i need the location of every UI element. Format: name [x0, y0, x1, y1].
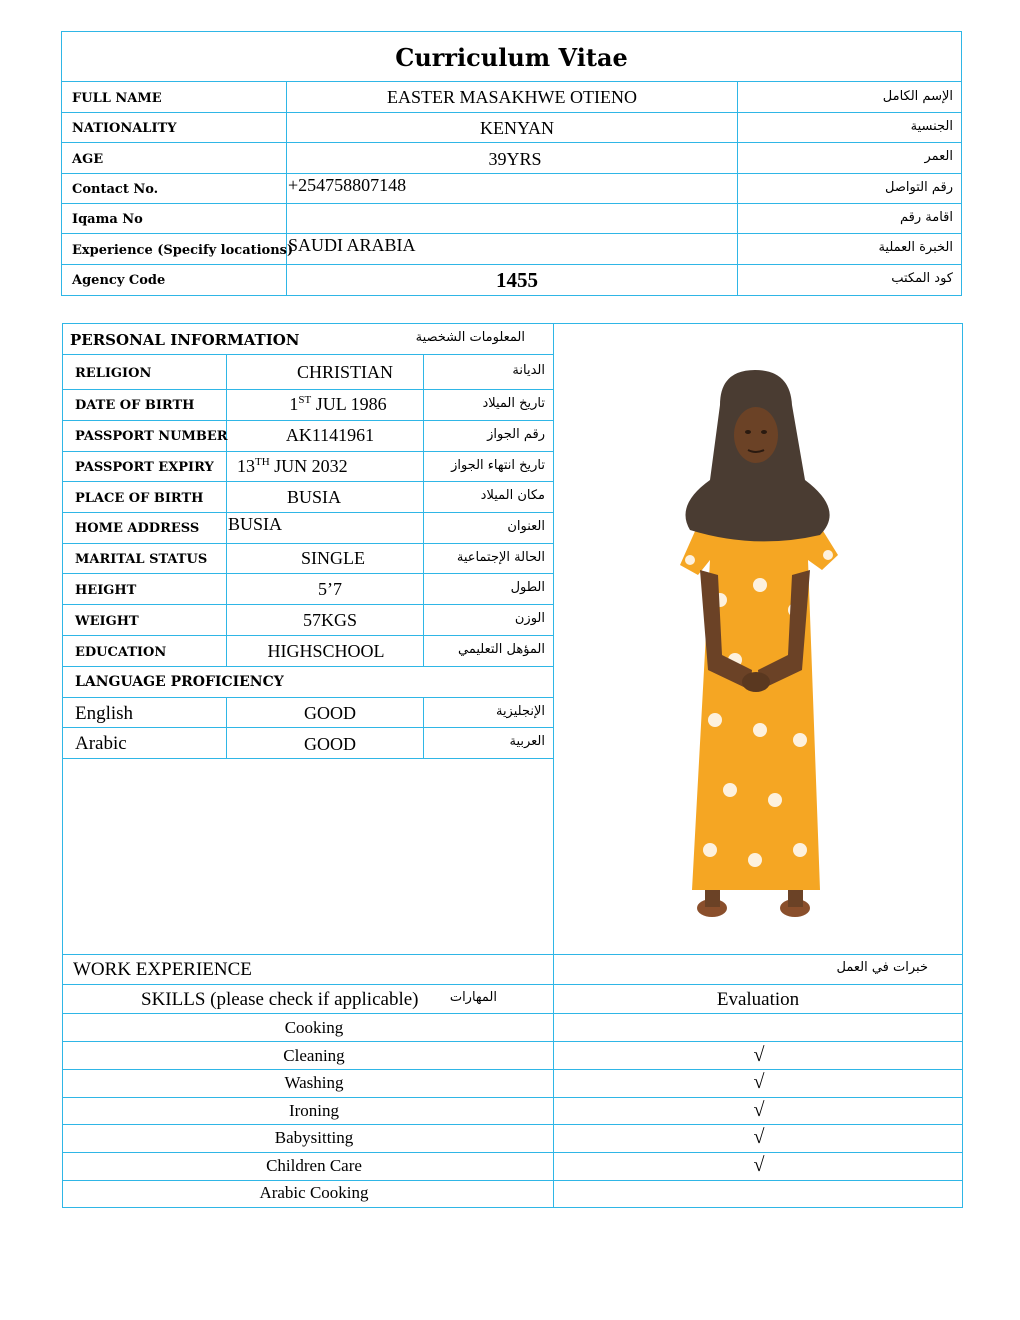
- education-value: HIGHSCHOOL: [267, 641, 385, 661]
- divider: [62, 1013, 963, 1014]
- skill-cleaning-check: √: [753, 1044, 765, 1066]
- height-value: 5’7: [318, 579, 342, 599]
- weight-value: 57KGS: [302, 610, 357, 630]
- place-of-birth-label: PLACE OF BIRTH: [75, 491, 204, 506]
- marital-status-label: MARITAL STATUS: [75, 552, 208, 567]
- skill-cleaning: Cleaning: [283, 1046, 345, 1065]
- divider: [61, 81, 962, 82]
- divider: [62, 1180, 963, 1181]
- skills-header-arabic: المهارات: [449, 990, 497, 1005]
- divider: [61, 203, 962, 204]
- divider: [61, 233, 962, 234]
- passport-number-label: PASSPORT NUMBER: [75, 429, 228, 444]
- education-label: EDUCATION: [75, 645, 167, 660]
- agency-code-label: Agency Code: [72, 273, 166, 288]
- divider: [62, 954, 963, 955]
- arabic-value: GOOD: [304, 734, 356, 754]
- nationality-value: KENYAN: [480, 118, 554, 138]
- divider: [62, 481, 554, 482]
- arabic-arabic: العربية: [509, 734, 545, 749]
- nationality-label: NATIONALITY: [72, 121, 177, 136]
- divider: [62, 389, 554, 390]
- divider: [62, 1069, 963, 1070]
- evaluation-header: Evaluation: [716, 989, 800, 1010]
- divider: [61, 264, 962, 265]
- weight-label: WEIGHT: [75, 614, 139, 629]
- divider: [61, 173, 962, 174]
- religion-label: RELIGION: [75, 366, 152, 381]
- place-of-birth-value: BUSIA: [286, 487, 341, 507]
- divider: [62, 354, 554, 355]
- passport-expiry-label: PASSPORT EXPIRY: [75, 460, 214, 475]
- divider: [737, 81, 738, 295]
- passport-number-value: AK1141961: [285, 425, 375, 445]
- skill-children-care: Children Care: [266, 1156, 362, 1175]
- divider: [62, 1124, 963, 1125]
- marital-status-value: SINGLE: [301, 548, 365, 568]
- page-title: Curriculum Vitae: [395, 43, 628, 72]
- divider: [62, 984, 963, 985]
- work-experience-heading: WORK EXPERIENCE: [73, 959, 252, 980]
- skills-header: SKILLS (please check if applicable): [141, 989, 419, 1010]
- divider: [62, 604, 554, 605]
- divider: [62, 758, 554, 759]
- english-label: English: [75, 703, 134, 724]
- dob-label: DATE OF BIRTH: [75, 398, 195, 413]
- home-address-arabic: العنوان: [507, 519, 545, 534]
- applicant-photo: [660, 370, 860, 920]
- contact-label: Contact No.: [72, 182, 159, 197]
- height-label: HEIGHT: [75, 583, 137, 598]
- divider: [61, 112, 962, 113]
- contact-arabic: رقم التواصل: [885, 180, 953, 195]
- agency-code-value: 1455: [496, 268, 538, 292]
- marital-status-arabic: الحالة الإجتماعية: [456, 550, 545, 565]
- divider: [226, 697, 227, 759]
- skill-babysitting: Babysitting: [274, 1128, 354, 1147]
- divider: [62, 543, 554, 544]
- experience-arabic: الخبرة العملية: [878, 240, 953, 255]
- weight-arabic: الوزن: [514, 611, 545, 626]
- education-arabic: المؤهل التعليمي: [458, 642, 545, 657]
- agency-code-arabic: كود المكتب: [891, 271, 953, 286]
- religion-value: CHRISTIAN: [296, 362, 393, 382]
- place-of-birth-arabic: مكان الميلاد: [480, 488, 545, 503]
- experience-value: SAUDI ARABIA: [288, 235, 416, 255]
- divider: [62, 512, 554, 513]
- personal-info-heading: PERSONAL INFORMATION: [70, 331, 300, 349]
- work-experience-heading-arabic: خبرات في العمل: [836, 960, 928, 975]
- divider: [286, 81, 287, 295]
- dob-value: 1ST JUL 1986: [289, 394, 387, 414]
- divider: [62, 420, 554, 421]
- divider: [226, 354, 227, 667]
- skill-washing: Washing: [284, 1073, 344, 1092]
- divider: [62, 1152, 963, 1153]
- skill-children-care-check: √: [753, 1154, 765, 1176]
- divider: [62, 1097, 963, 1098]
- english-arabic: الإنجليزية: [495, 704, 545, 719]
- experience-label: Experience (Specify locations): [72, 243, 294, 258]
- personal-info-heading-arabic: المعلومات الشخصية: [415, 330, 525, 345]
- divider: [62, 635, 554, 636]
- nationality-arabic: الجنسية: [910, 119, 953, 134]
- divider: [62, 451, 554, 452]
- full-name-label: FULL NAME: [72, 91, 162, 106]
- divider: [62, 573, 554, 574]
- skill-arabic-cooking: Arabic Cooking: [259, 1183, 369, 1202]
- full-name-arabic: الإسم الكامل: [882, 89, 953, 104]
- skill-washing-check: √: [753, 1071, 765, 1093]
- passport-number-arabic: رقم الجواز: [487, 427, 545, 442]
- divider: [62, 697, 554, 698]
- height-arabic: الطول: [510, 580, 545, 595]
- dob-arabic: تاريخ الميلاد: [482, 396, 545, 411]
- iqama-arabic: اقامة رقم: [900, 210, 953, 225]
- arabic-label: Arabic: [75, 733, 127, 754]
- religion-arabic: الديانة: [512, 363, 545, 378]
- passport-expiry-arabic: تاريخ انتهاء الجواز: [451, 458, 545, 473]
- skill-cooking: Cooking: [284, 1018, 344, 1037]
- age-label: AGE: [72, 152, 104, 167]
- age-arabic: العمر: [924, 149, 953, 164]
- language-proficiency-heading: LANGUAGE PROFICIENCY: [75, 674, 284, 690]
- age-value: 39YRS: [488, 149, 542, 169]
- contact-value: +254758807148: [288, 175, 407, 195]
- divider: [62, 666, 554, 667]
- iqama-label: Iqama No: [72, 212, 143, 227]
- divider: [62, 1041, 963, 1042]
- skill-ironing: Ironing: [288, 1101, 340, 1120]
- skill-ironing-check: √: [753, 1099, 765, 1121]
- full-name-value: EASTER MASAKHWE OTIENO: [387, 87, 637, 107]
- skill-babysitting-check: √: [753, 1126, 765, 1148]
- home-address-label: HOME ADDRESS: [75, 521, 200, 536]
- divider: [62, 727, 554, 728]
- passport-expiry-value: 13TH JUN 2032: [237, 456, 348, 476]
- home-address-value: BUSIA: [228, 514, 283, 534]
- english-value: GOOD: [304, 703, 356, 723]
- divider: [61, 142, 962, 143]
